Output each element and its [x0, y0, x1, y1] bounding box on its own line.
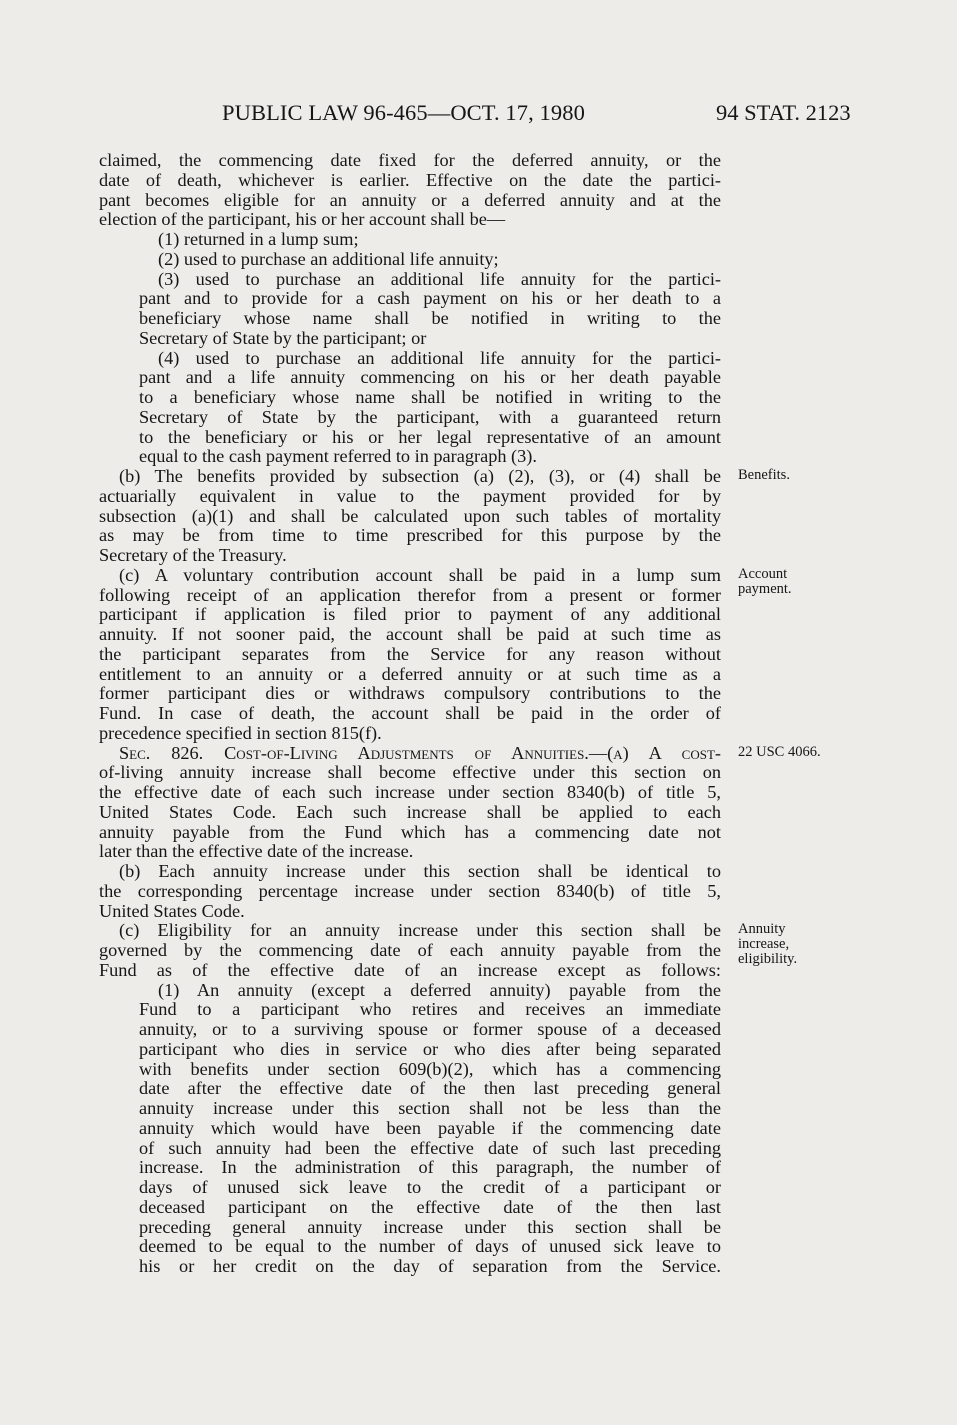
text-line: Secretary of the Treasury. — [99, 545, 287, 565]
text-line: Fund. In case of death, the account shall be paid in the order of — [99, 703, 721, 723]
text-line: the corresponding percentage increase under section 8340(b) of title 5, — [99, 880, 721, 901]
text-line: as may be from time to time prescribed for this purpose by the — [99, 525, 721, 546]
text-line: pant and a life annuity commencing on his or her death payable — [139, 367, 721, 388]
text-line: former participant dies or withdraws compulsory contributions to the — [99, 683, 721, 704]
text-line: Secretary of State by the participant, with a guaranteed return — [139, 406, 721, 427]
text-line: deemed to be equal to the number of days of unused sick leave to — [139, 1236, 721, 1257]
text-line: the participant separates from the Service for any reason without — [99, 643, 721, 664]
text-line: subsection (a)(1) and shall be calculated upon such tables of mortality — [99, 505, 721, 526]
text-line: (1) An annuity (except a deferred annuity) payable from the — [158, 979, 721, 1000]
text-line: to the beneficiary or his or her legal representative of an amount — [139, 426, 721, 447]
text-line: of-living annuity increase shall become effective under this section on — [99, 762, 721, 783]
text-line: participant if application is filed prior to payment of any additional — [99, 604, 721, 625]
page-header — [0, 100, 957, 132]
margin-note-line: increase, — [738, 936, 790, 953]
margin-note-line: Benefits. — [738, 467, 790, 483]
margin-note-line: payment. — [738, 580, 792, 597]
text-line: precedence specified in section 815(f). — [99, 722, 382, 743]
text-line: annuity which would have been payable if the commencing date — [139, 1117, 721, 1138]
text-line: United States Code. Each such increase shall be applied to each — [99, 801, 721, 822]
text-line: increase. In the administration of this paragraph, the number of — [139, 1157, 721, 1178]
text-line: the effective date of each such increase under section 8340(b) of title 5, — [99, 782, 721, 802]
margin-note — [738, 745, 821, 760]
text-line: (2) used to purchase an additional life annuity; — [158, 248, 499, 269]
text-line: entitlement to an annuity or a deferred annuity or at such time as a — [99, 663, 721, 684]
text-line: governed by the commencing date of each annuity payable from the — [99, 940, 721, 960]
text-line: Sec. 826. Cost-of-Living Adjustments of Annuities.—(a) A cost- — [119, 742, 721, 763]
text-line: of such annuity had been the effective date of such last preceding — [139, 1137, 721, 1158]
text-line: actuarially equivalent in value to the payment provided for by — [99, 485, 721, 506]
text-line: following receipt of an application therefor from a present or former — [99, 584, 721, 605]
text-line: Fund as of the effective date of an increase except as follows: — [99, 959, 721, 980]
statute-page-number: 94 STAT. 2123 — [716, 100, 851, 125]
text-line: date after the effective date of the then last preceding general — [139, 1078, 721, 1099]
text-line: pant and to provide for a cash payment on his or her death to a — [139, 288, 721, 309]
text-line: United States Code. — [99, 900, 245, 921]
text-line: beneficiary whose name shall be notified in writing to the — [139, 308, 721, 328]
text-line: Fund to a participant who retires and receives an immediate — [139, 999, 721, 1020]
text-line: annuity payable from the Fund which has a commencing date not — [99, 821, 721, 842]
margin-note — [738, 567, 792, 597]
text-line: his or her credit on the day of separation from the Service. — [139, 1256, 721, 1276]
text-line: Secretary of State by the participant; or — [139, 327, 427, 348]
margin-note-line: eligibility. — [738, 951, 798, 968]
text-line: pant becomes eligible for an annuity or a deferred annuity and at the — [99, 189, 721, 210]
text-line: later than the effective date of the increase. — [99, 841, 414, 862]
text-line: to a beneficiary whose name shall be notified in writing to the — [139, 387, 721, 407]
margin-note — [738, 922, 797, 967]
bleed-through-text — [800, 445, 803, 461]
text-line: (3) used to purchase an additional life annuity for the partici- — [158, 268, 721, 289]
text-line: preceding general annuity increase under this section shall be — [139, 1216, 721, 1237]
text-line: (b) The benefits provided by subsection (a) (2), (3), or (4) shall be — [119, 466, 721, 486]
text-line: participant who dies in service or who dies after being separated — [139, 1038, 721, 1059]
text-line: claimed, the commencing date fixed for the deferred annuity, or the — [99, 150, 721, 170]
text-line: deceased participant on the effective date of the then last — [139, 1196, 721, 1217]
text-line: (c) Eligibility for an annuity increase under this section shall be — [119, 920, 721, 941]
margin-note-line: Account — [738, 565, 788, 582]
text-line: annuity. If not sooner paid, the account shall be paid at such time as — [99, 624, 721, 644]
text-line: (1) returned in a lump sum; — [158, 229, 359, 249]
margin-note-line: Annuity — [738, 921, 786, 938]
text-line: annuity increase under this section shall not be less than the — [139, 1098, 721, 1118]
text-line: annuity, or to a surviving spouse or former spouse of a deceased — [139, 1019, 721, 1039]
margin-note — [738, 468, 790, 483]
text-line: (c) A voluntary contribution account shall be paid in a lump sum — [119, 564, 721, 585]
margin-note-line: 22 USC 4066. — [738, 743, 821, 760]
text-line: days of unused sick leave to the credit of a participant or — [139, 1177, 721, 1197]
text-line: with benefits under section 609(b)(2), which has a commencing — [139, 1058, 721, 1079]
running-title: PUBLIC LAW 96-465—OCT. 17, 1980 — [222, 100, 585, 125]
text-line: (4) used to purchase an additional life annuity for the partici- — [158, 347, 721, 368]
text-line: equal to the cash payment referred to in paragraph (3). — [139, 446, 537, 467]
text-line: (b) Each annuity increase under this section shall be identical to — [119, 861, 721, 881]
text-line: date of death, whichever is earlier. Effective on the date the partici- — [99, 169, 721, 190]
text-line: election of the participant, his or her account shall be— — [99, 209, 506, 230]
